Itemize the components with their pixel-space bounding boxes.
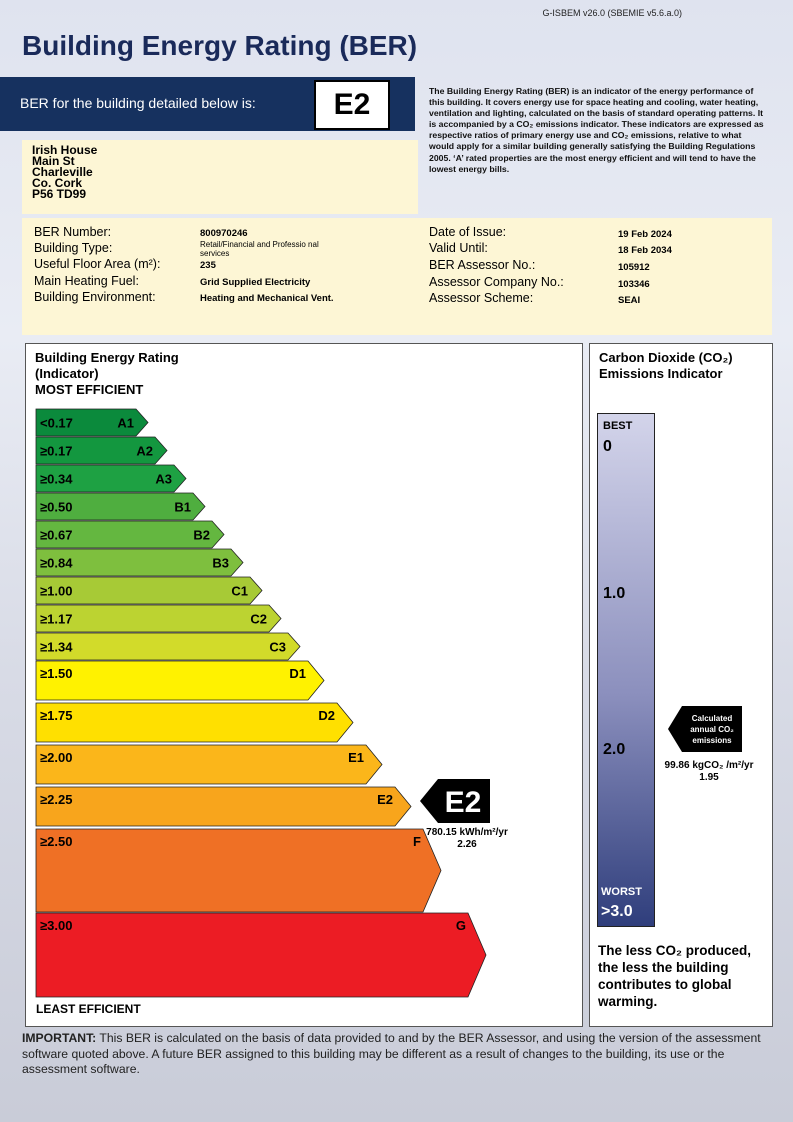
- assessor-company-number: 103346: [618, 279, 650, 290]
- rating-band-e2: [36, 787, 411, 826]
- band-threshold: <0.17: [40, 415, 73, 431]
- co2-marker-text: annual CO₂: [690, 725, 734, 734]
- band-threshold: ≥0.67: [40, 527, 73, 543]
- band-grade: A3: [155, 471, 172, 487]
- detail-label: Main Heating Fuel:: [34, 274, 139, 288]
- co2-title-line: Carbon Dioxide (CO₂): [599, 350, 733, 365]
- rating-indicator-ratio: 2.26: [457, 839, 477, 850]
- ber-number: 800970246: [200, 228, 248, 239]
- address-line: Co. Cork: [32, 176, 83, 190]
- detail-label: Assessor Company No.:: [429, 275, 564, 289]
- important-lead: IMPORTANT:: [22, 1031, 97, 1045]
- ber-banner-label: BER for the building detailed below is:: [20, 95, 256, 111]
- gauge-best-value: 0: [603, 438, 612, 455]
- gauge-worst-value: >3.0: [601, 903, 633, 920]
- rating-band-e1: [36, 745, 382, 784]
- detail-label: Assessor Scheme:: [429, 291, 534, 305]
- building-type: Retail/Financial and Professio nal services: [200, 240, 319, 258]
- co2-footer-line: the less the building: [598, 960, 729, 975]
- co2-title: [599, 350, 733, 382]
- detail-label: Building Type:: [34, 241, 113, 255]
- band-threshold: ≥0.34: [40, 471, 73, 487]
- gauge-worst-label: WORST: [601, 886, 642, 898]
- important-text: This BER is calculated on the basis of data provided to and by the BER Assessor, and using the version of the assessment software quoted above. A future BER assigned to this building may be different as a result of changes to the building, its use or the assessment software.: [22, 1031, 761, 1076]
- band-grade: F: [413, 834, 421, 849]
- co2-footer-line: The less CO₂ produced,: [598, 943, 752, 958]
- detail-label: Useful Floor Area (m²):: [34, 257, 161, 271]
- rating-band-g: [36, 913, 486, 997]
- heating-fuel: Grid Supplied Electricity: [200, 277, 311, 288]
- band-grade: B3: [212, 555, 229, 571]
- address-line: Main St: [32, 154, 75, 168]
- band-threshold: ≥0.50: [40, 499, 73, 515]
- gauge-best-label: BEST: [603, 420, 633, 432]
- detail-label: Date of Issue:: [429, 225, 507, 239]
- band-threshold: ≥2.00: [40, 750, 73, 765]
- co2-marker: [668, 706, 744, 754]
- page-title: Building Energy Rating (BER): [22, 30, 418, 61]
- assessor-scheme: SEAI: [618, 295, 641, 306]
- rating-indicator-grade: E2: [444, 786, 482, 819]
- band-threshold: ≥3.00: [40, 918, 73, 933]
- band-grade: B2: [193, 527, 210, 543]
- date-of-issue: 19 Feb 2024: [618, 229, 672, 240]
- valid-until: 18 Feb 2034: [618, 245, 672, 256]
- detail-label: Valid Until:: [429, 241, 488, 255]
- band-threshold: ≥0.17: [40, 443, 73, 459]
- rating-band-c3: [36, 633, 300, 660]
- most-efficient-label: MOST EFFICIENT: [35, 382, 144, 397]
- co2-value: 99.86 kgCO₂ /m²/yr: [664, 760, 754, 771]
- building-environment: Heating and Mechanical Vent.: [200, 293, 334, 304]
- band-grade: G: [455, 918, 466, 933]
- ber-grade-box: E2: [314, 80, 390, 130]
- detail-label: Building Environment:: [34, 290, 156, 304]
- address-line: Irish House: [32, 143, 98, 157]
- rating-title-line: (Indicator): [35, 366, 99, 381]
- band-threshold: ≥2.25: [40, 792, 73, 807]
- band-threshold: ≥1.17: [40, 611, 73, 627]
- band-threshold: ≥1.75: [40, 708, 73, 723]
- rating-band-c2: [36, 605, 281, 632]
- co2-ratio: 1.95: [699, 772, 719, 783]
- band-grade: A2: [136, 443, 153, 459]
- co2-marker-text: Calculated: [691, 714, 733, 723]
- band-threshold: ≥0.84: [40, 555, 73, 571]
- band-grade: D2: [318, 708, 335, 723]
- band-threshold: ≥1.34: [40, 639, 73, 655]
- rating-band-d1: [36, 661, 324, 700]
- band-grade: B1: [174, 499, 191, 515]
- band-grade: C3: [269, 639, 286, 655]
- band-grade: A1: [117, 415, 134, 431]
- band-threshold: ≥1.50: [40, 666, 73, 681]
- rating-band-f: [36, 829, 441, 912]
- co2-title-line: Emissions Indicator: [599, 366, 723, 381]
- band-threshold: ≥1.00: [40, 583, 73, 599]
- rating-title-line: Building Energy Rating: [35, 350, 179, 365]
- co2-footer: [598, 942, 751, 1010]
- band-grade: E1: [348, 750, 364, 765]
- address-line: Charleville: [32, 165, 93, 179]
- gauge-tick: 2.0: [603, 741, 626, 758]
- rating-indicator-value: 780.15 kWh/m²/yr: [426, 827, 508, 838]
- co2-footer-line: contributes to global: [598, 977, 732, 992]
- band-grade: D1: [289, 666, 306, 681]
- band-threshold: ≥2.50: [40, 834, 73, 849]
- least-efficient-label: LEAST EFFICIENT: [36, 1002, 141, 1016]
- assessor-number: 105912: [618, 262, 650, 273]
- detail-label: BER Number:: [34, 225, 112, 239]
- address-line: P56 TD99: [32, 187, 87, 201]
- gauge-tick: 1.0: [603, 585, 626, 602]
- co2-footer-line: warming.: [598, 994, 658, 1009]
- band-grade: C1: [231, 583, 248, 599]
- rating-band-d2: [36, 703, 353, 742]
- important-note: [22, 1031, 770, 1078]
- floor-area: 235: [200, 260, 216, 271]
- band-grade: C2: [250, 611, 267, 627]
- band-grade: E2: [377, 792, 393, 807]
- co2-marker-text: emissions: [692, 736, 732, 745]
- ber-description: The Building Energy Rating (BER) is an indicator of the energy performance of this building. It covers energy use for space heating and cooling, water heating, ventilation and lighting, calculated on the basis of standard operating patterns. It is accompanied by a CO₂ emissions indicator. These indicators are expressed as respective ratios of primary energy use and CO₂ emissions, relative to what would apply for a similar building generally satisfying the Building Regulations 2005. ‘A’ rated properties are the most energy efficient and will tend to have the lowest energy bills.: [429, 86, 764, 174]
- detail-label: BER Assessor No.:: [429, 258, 536, 272]
- co2-gauge: [597, 413, 655, 927]
- software-version: G-ISBEM v26.0 (SBEMIE v5.6.a.0): [542, 8, 682, 18]
